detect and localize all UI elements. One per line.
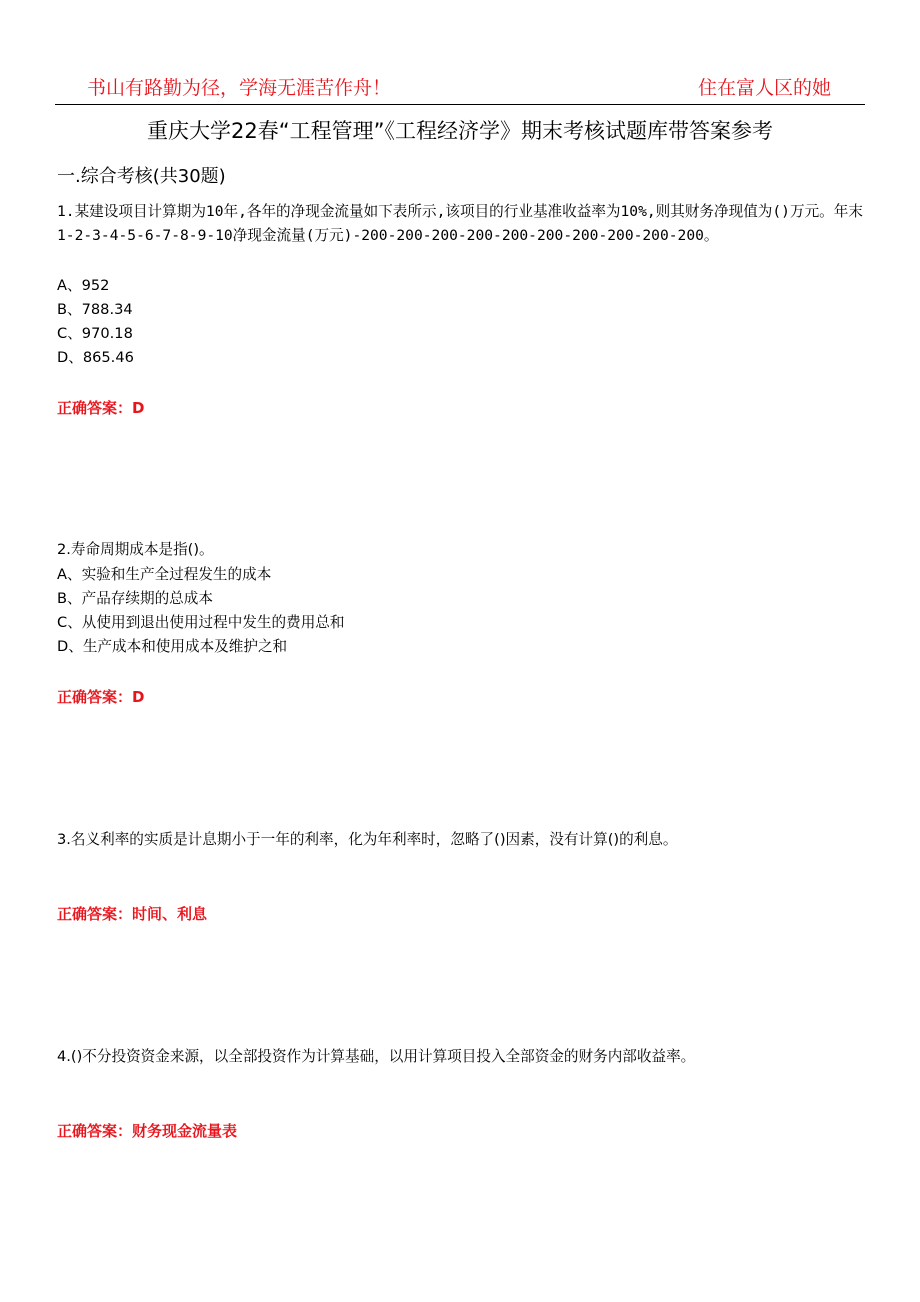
question-1-option-d: D、865.46 <box>57 349 134 366</box>
question-4-answer: 正确答案：财务现金流量表 <box>57 1122 238 1140</box>
question-1-option-b: B、788.34 <box>57 301 133 318</box>
question-3-answer: 正确答案：时间、利息 <box>57 905 208 923</box>
question-3-text: 3.名义利率的实质是计息期小于一年的利率，化为年利率时，忽略了()因素，没有计算()的利息。 <box>57 831 678 848</box>
question-1-option-a: A、952 <box>57 277 110 294</box>
header-left-slogan: 书山有路勤为径，学海无涯苦作舟！ <box>87 77 392 99</box>
header-right-slogan: 住在富人区的她 <box>697 77 831 99</box>
question-1-text: 1.某建设项目计算期为10年,各年的净现金流量如下表所示,该项目的行业基准收益率为10%,则其财务净现值为()万元。年末1-2-3-4-5-6-7-8-9-10净现金流量(万元)-200-200-200-200-200-200-200-200-200-200。 <box>57 203 863 244</box>
section-heading: 一.综合考核(共30题) <box>57 166 226 187</box>
question-2-option-b: B、产品存续期的总成本 <box>57 590 213 607</box>
question-2-option-a: A、实验和生产全过程发生的成本 <box>57 566 272 583</box>
question-4-text: 4.()不分投资资金来源，以全部投资作为计算基础，以用计算项目投入全部资金的财务内部收益率。 <box>57 1048 696 1065</box>
question-2-option-c: C、从使用到退出使用过程中发生的费用总和 <box>57 614 345 631</box>
question-1-option-c: C、970.18 <box>57 325 133 342</box>
document-title: 重庆大学22春“工程管理”《工程经济学》期末考核试题库带答案参考 <box>147 119 773 143</box>
question-2-text: 2.寿命周期成本是指()。 <box>57 541 214 558</box>
page-header <box>55 70 865 105</box>
question-2-answer: 正确答案：D <box>57 688 145 706</box>
question-1-answer: 正确答案：D <box>57 399 145 417</box>
question-2-option-d: D、生产成本和使用成本及维护之和 <box>57 638 288 655</box>
